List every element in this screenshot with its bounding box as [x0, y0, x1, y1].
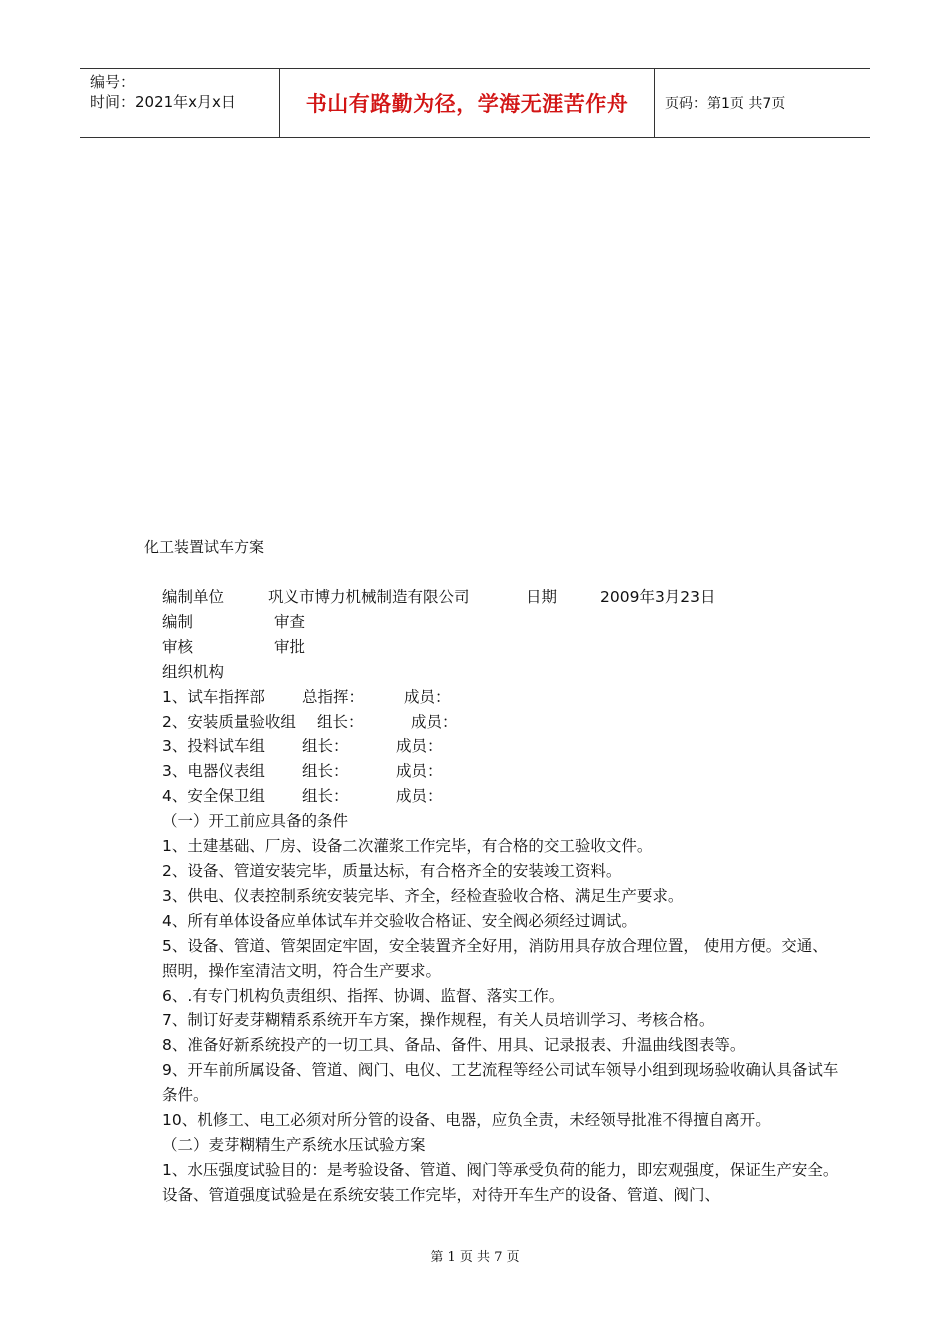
org-group-row [162, 734, 842, 759]
section1-item: 3、供电、仪表控制系统安装完毕、齐全，经检查验收合格、满足生产要求。 [162, 886, 684, 905]
section1-item: 5、设备、管道、管架固定牢固，安全装置齐全好用，消防用具存放合理位置， 使用方便。交通、照明，操作室清洁文明，符合生产要求。 [162, 936, 828, 980]
info-row-prepare [162, 610, 842, 635]
unit-label: 编制单位 [162, 588, 225, 606]
time-label: 时间：2021年x月x日 [90, 93, 236, 111]
org-group-row [162, 710, 842, 735]
org-group-leader: 组长： [302, 787, 349, 806]
section1-item: 9、开车前所属设备、管道、阀门、电仪、工艺流程等经公司试车领导小组到现场验收确认具备试车条件。 [162, 1061, 839, 1105]
org-group-name: 3、电器仪表组 [162, 762, 265, 781]
org-group-leader: 组长： [302, 762, 349, 781]
approve-label: 审批 [274, 637, 306, 656]
org-group-row [162, 759, 842, 784]
audit-label: 审核 [162, 637, 194, 656]
org-group-name: 1、试车指挥部 [162, 687, 265, 706]
document-title: 化工装置试车方案 [144, 538, 265, 556]
section1-item: 2、设备、管道安装完毕，质量达标，有合格齐全的安装竣工资料。 [162, 861, 622, 880]
date-label: 日期 [526, 588, 558, 606]
org-group-member: 成员： [396, 737, 443, 756]
section2-heading: （二）麦芽糊精生产系统水压试验方案 [162, 1135, 426, 1154]
code-label: 编号： [90, 73, 136, 91]
org-group-member: 成员： [396, 762, 443, 781]
header-motto: 书山有路勤为径，学海无涯苦作舟 [280, 69, 655, 137]
header-page-label: 页码：第1页 共7页 [665, 96, 786, 112]
org-group-member: 成员： [404, 687, 451, 706]
org-group-leader: 总指挥： [302, 687, 365, 706]
section1-item: 10、机修工、电工必须对所分管的设备、电器，应负全责，未经领导批准不得擅自离开。 [162, 1111, 771, 1130]
section1-item: 1、土建基础、厂房、设备二次灌浆工作完毕，有合格的交工验收文件。 [162, 837, 653, 856]
document-body [162, 585, 842, 1208]
info-row-unit [162, 585, 842, 610]
section1-item: 6、.有专门机构负责组织、指挥、协调、监督、落实工作。 [162, 986, 565, 1005]
date-value: 2009年3月23日 [600, 588, 716, 606]
org-group-name: 2、安装质量验收组 [162, 712, 296, 731]
header-meta [80, 69, 280, 137]
org-heading: 组织机构 [162, 662, 225, 681]
section1-item: 7、制订好麦芽糊精系系统开车方案，操作规程，有关人员培训学习、考核合格。 [162, 1011, 715, 1030]
org-group-member: 成员： [396, 787, 443, 806]
org-group-row [162, 685, 842, 710]
page-header [80, 68, 870, 138]
unit-value: 巩义市博力机械制造有限公司 [268, 588, 470, 606]
info-row-audit [162, 635, 842, 660]
org-group-row [162, 784, 842, 809]
org-group-leader: 组长： [302, 737, 349, 756]
org-group-member: 成员： [411, 712, 458, 731]
org-group-name: 4、安全保卫组 [162, 787, 265, 806]
page-footer: 第 1 页 共 7 页 [430, 1250, 520, 1265]
org-group-leader: 组长： [317, 712, 364, 731]
section1-item: 8、准备好新系统投产的一切工具、备品、备件、用具、记录报表、升温曲线图表等。 [162, 1036, 746, 1055]
prepare-label: 编制 [162, 612, 194, 631]
review-label: 审查 [274, 612, 306, 631]
org-group-name: 3、投料试车组 [162, 737, 265, 756]
section1-item: 4、所有单体设备应单体试车并交验收合格证、安全阀必须经过调试。 [162, 911, 637, 930]
section1-heading: （一）开工前应具备的条件 [162, 812, 349, 831]
section2-item: 1、水压强度试验目的：是考验设备、管道、阀门等承受负荷的能力，即宏观强度，保证生产安全。设备、管道强度试验是在系统安装工作完毕，对待开车生产的设备、管道、阀门、 [162, 1160, 839, 1204]
